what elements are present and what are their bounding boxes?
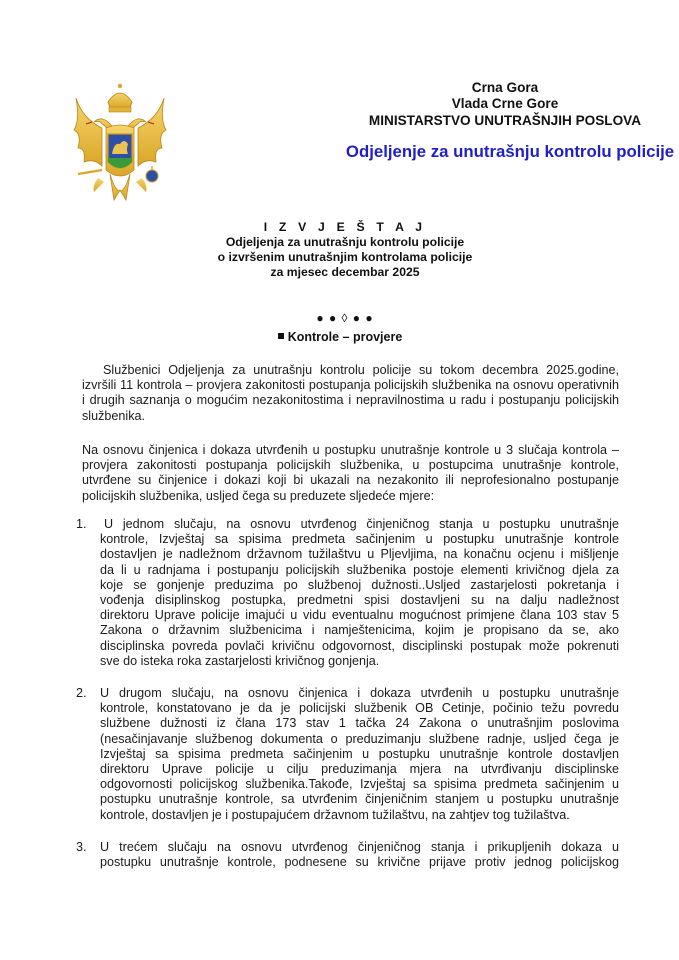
report-subtitle-2: o izvršenim unutrašnjim kontrolama policije xyxy=(217,250,473,264)
government-name: Vlada Crne Gore xyxy=(451,96,559,111)
list-item-line: U trećem slučaju na osnovu utvrđenog činjeničnog stanja i prikupljenih dokaza u xyxy=(100,840,619,854)
list-item-line: sve do isteka roka zastarjelosti krivičnog gonjenja. xyxy=(100,653,380,668)
list-item-line: disciplinska povreda povlači krivičnu odgovornost, disciplinski postupak može pokrenuti xyxy=(100,638,619,653)
paragraph-line: provjera zakonitosti postupanja policijskih službenika, u postupcima unutrašnje kontrole, xyxy=(82,458,619,473)
paragraph-line: i drugih saznanja o mogućim nezakonitostima i nepravilnostima u radu i postupanju policijskih xyxy=(82,393,619,408)
paragraph-line: policijskih službenika, usljed čega su preduzete sljedeće mjere: xyxy=(82,488,435,503)
paragraph-line: Službenici Odjeljenja za unutrašnju kontrolu policije su tokom decembra 2025.godine, xyxy=(103,363,619,377)
section-title: Kontrole – provjere xyxy=(287,330,403,344)
list-item-line: koje se gonjenje preduzima po službenoj dužnosti..Usljed zastarjelosti pokretanja i xyxy=(100,577,619,592)
report-subtitle-1: Odjeljenja za unutrašnju kontrolu policije xyxy=(225,235,465,249)
list-item-line: U jednom slučaju, na osnovu utvrđenog činjeničnog stanja u postupku unutrašnje xyxy=(104,517,619,531)
report-heading: I Z V J E Š T A J xyxy=(263,220,427,234)
report-subtitle-3: za mjesec decembar 2025 xyxy=(270,265,420,279)
decorative-separator: ● ● ◊ ● ● xyxy=(316,311,374,325)
list-item-body xyxy=(100,517,619,669)
paragraph-line: utvrđene su činjenice i dokazi koji bi ukazali na nezakonito ili neprofesionalno postupanje xyxy=(82,473,619,488)
list-item-line: odgovornosti policijskog službenika.Takođe, Izvještaj sa spisima predmeta sačinjenim u xyxy=(100,777,619,792)
list-item-line: direktoru Uprave policije u cilju preduzimanja mjera na utvrđivanju disciplinske xyxy=(100,762,619,777)
list-item-line: kontrole, dostavljen je i postupajućem državnom tužilaštvu, na zahtjev tog tužilaštva. xyxy=(100,807,570,822)
list-item-line: direktoru Uprave policije imajući u vidu eventualnu mogućnost primjene člana 103 stav 5 xyxy=(100,608,619,623)
list-item-line: postupku unutrašnje kontrole, podnesene su krivične prijave protiv jednog policijskog xyxy=(100,855,619,870)
section-heading xyxy=(220,330,460,344)
list-item-line: (nesačinjavanje službenog dokumenta o preduzimanju službene radnje, usljed čega je xyxy=(100,731,619,746)
list-item-line: postupku unutrašnje kontrole, sa utvrđenim činjeničnim stanjem u postupku unutrašnje xyxy=(100,792,619,807)
list-item-line: Zakona o državnim službenicima i namještenicima, kojim je propisano da se, ako xyxy=(100,623,619,638)
list-item-number: 3. xyxy=(76,840,87,854)
department-name: Odjeljenje za unutrašnju kontrolu policije xyxy=(345,142,675,161)
country-name: Crna Gora xyxy=(471,80,539,95)
measures-paragraph xyxy=(82,443,619,504)
list-item-body xyxy=(100,686,619,823)
list-item-line: kontrole, konstatovano je da je policijski službenik OB Cetinje, počinio težu povredu xyxy=(100,701,619,716)
list-item-body xyxy=(100,840,619,870)
list-item-line: da li u radnjama i postupanju policijskih službenika postoje elementi krivičnog djela za xyxy=(100,562,619,577)
paragraph-line: Na osnovu činjenica i dokaza utvrđenih u postupku unutrašnje kontrole u 3 slučaja kontrola – xyxy=(82,443,619,457)
intro-paragraph xyxy=(82,363,619,424)
list-item-number: 2. xyxy=(76,686,87,700)
square-bullet-icon xyxy=(278,333,284,339)
list-item-line: U drugom slučaju, na osnovu činjenica i dokaza utvrđenih u postupku unutrašnje xyxy=(100,686,619,700)
list-item-line: vođenja disiplinskog postupka, predmetni spisi dostavljeni su na dalju nadležnost xyxy=(100,593,619,608)
paragraph-line: službenika. xyxy=(82,408,146,423)
coat-of-arms-icon xyxy=(72,78,168,214)
list-item-line: Izvještaj sa spisima predmeta sačinjenim u postupku unutrašnje kontrole dostavljen xyxy=(100,746,619,761)
paragraph-line: izvršili 11 kontrola – provjera zakonitosti postupanja policijskih službenika na osnovu operativnih xyxy=(82,378,619,393)
list-item-line: kontrole, Izvještaj sa spisima predmeta sačinjenim u postupku unutrašnje kontrole xyxy=(100,532,619,547)
list-item-line: službene dužnosti iz člana 173 stav 1 tačka 24 Zakona o unutrašnjim poslovima xyxy=(100,716,619,731)
ministry-name: MINISTARSTVO UNUTRAŠNJIH POSLOVA xyxy=(368,113,642,128)
list-item-line: dostavljen je nadležnom državnom tužilaštvu u Pljevljima, na konačnu ocjenu i mišljenje xyxy=(100,547,619,562)
list-item-number: 1. xyxy=(76,517,87,531)
